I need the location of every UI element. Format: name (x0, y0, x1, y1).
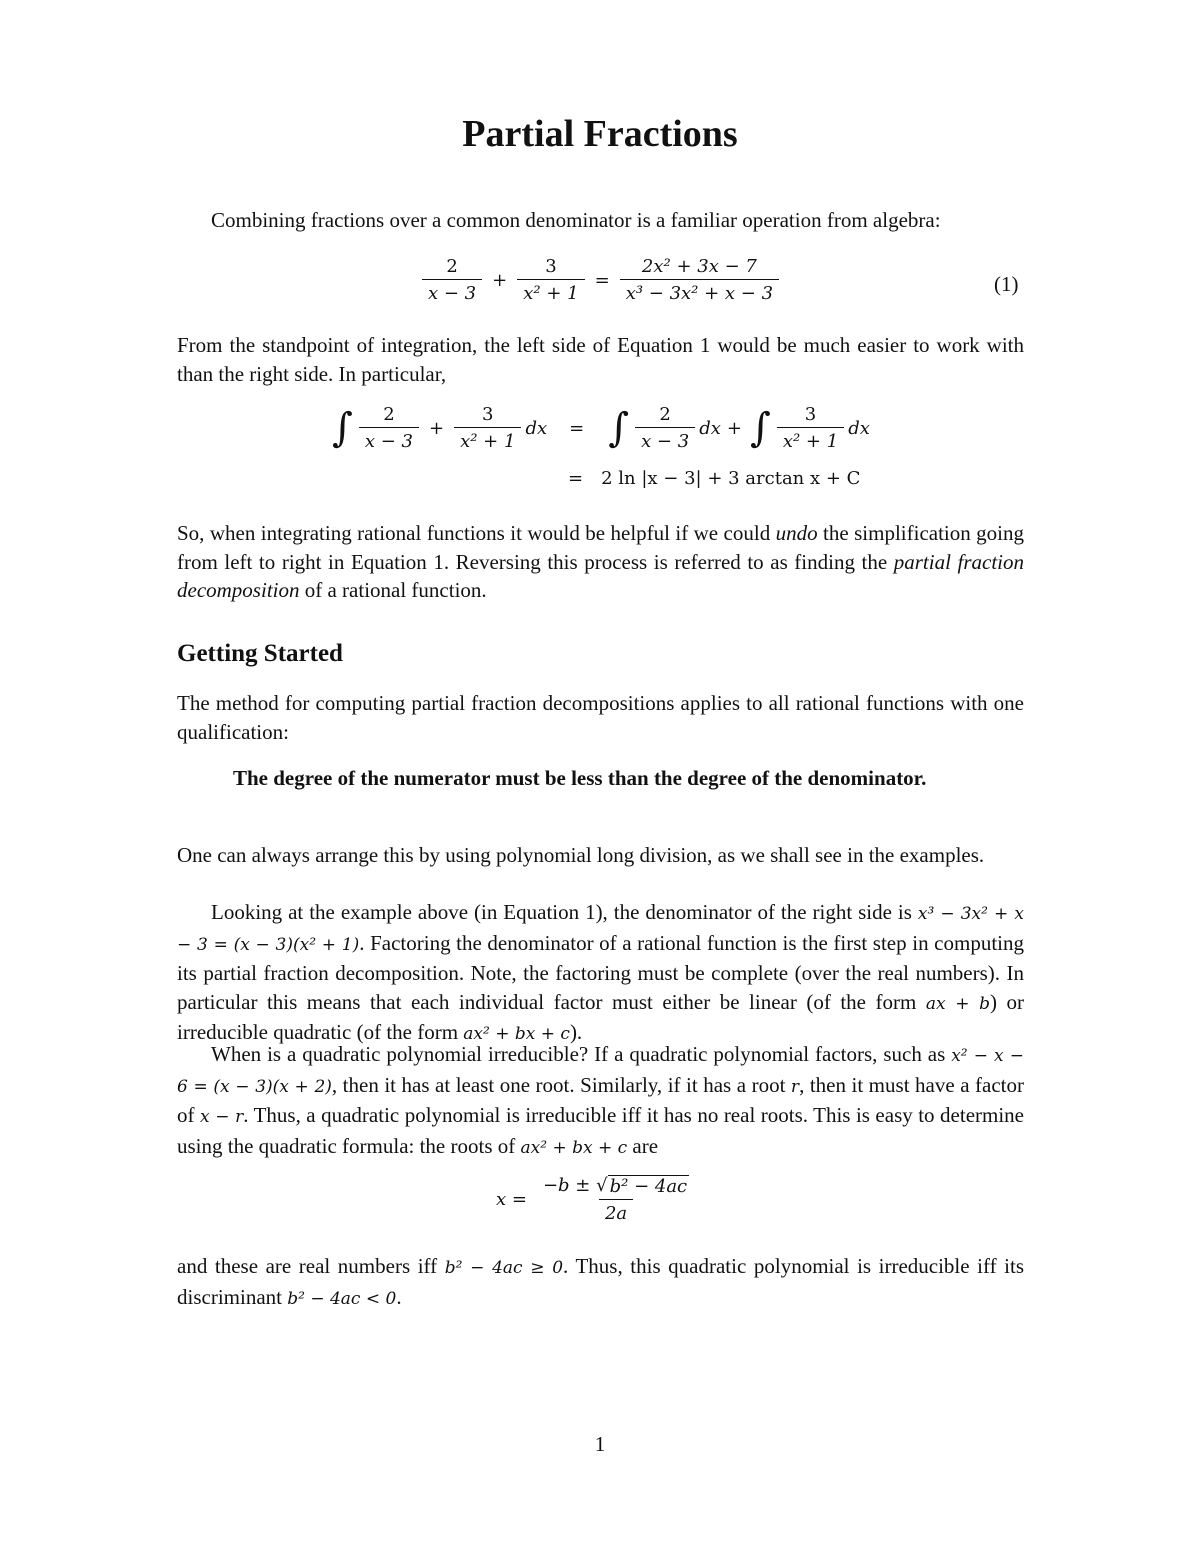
paragraph-irreducible (177, 1040, 1024, 1162)
sqrt-symbol: √ (596, 1175, 608, 1196)
eq1-f1-denominator: x − 3 (422, 279, 482, 304)
section-heading: Getting Started (177, 640, 343, 667)
qf-lhs: x = (496, 1189, 527, 1210)
paragraph-method: The method for computing partial fraction decompositions applies to all rational functions with one qualification: (177, 691, 1024, 744)
eq2-dx-1: dx (525, 417, 548, 439)
eq2-dx-2: dx (699, 417, 721, 439)
para3-text-a: So, when integrating rational functions it would be helpful if we could (177, 521, 776, 545)
para3-text-c: of a rational function. (299, 578, 487, 602)
para6-text-b: . Factoring the denominator of a rational function is the first step in computing its partial fraction decomposition. Note, the factoring must be complete (over the real numbers). In particular this means that each individual factor must either be linear (of the form (177, 930, 1024, 1014)
para7-math-1: x² − x − 6 = (x − 3)(x + 2) (177, 1046, 1024, 1097)
eq1-f3-denominator: x³ − 3x² + x − 3 (620, 279, 779, 304)
para6-text-c: ) or irreducible quadratic (of the form (177, 989, 1024, 1044)
paragraph-factoring (177, 898, 1024, 1049)
eq1-f2-denominator: x² + 1 (517, 279, 584, 304)
qf-numerator (537, 1175, 695, 1199)
eq2-a-denominator: x − 3 (359, 427, 419, 452)
intro-paragraph: Combining fractions over a common denominator is a familiar operation from algebra: (211, 208, 941, 232)
eq1-f3-numerator: 2x² + 3x − 7 (641, 256, 757, 277)
para8-text-b: . Thus, this quadratic polynomial is irreducible iff its discriminant (177, 1254, 1024, 1309)
eq2-a-numerator: 2 (383, 404, 395, 425)
para8-math-1: b² − 4ac ≥ 0 (444, 1258, 564, 1278)
para7-text-d: . Thus, a quadratic polynomial is irreducible iff it has no real roots. This is easy to determine using the quadratic formula: the roots of (177, 1103, 1025, 1158)
eq2-fraction-b (454, 404, 521, 452)
eq2-c-denominator: x − 3 (635, 427, 695, 452)
para7-math-3: x − r (199, 1107, 244, 1127)
para6-math-2: ax + b (925, 993, 990, 1014)
quadratic-formula (496, 1175, 699, 1224)
para7-text-b: , then it has at least one root. Similarly, if it has a root (331, 1072, 791, 1097)
eq2-d-numerator: 3 (804, 404, 817, 425)
paragraph-discriminant (177, 1252, 1024, 1313)
page-title: Partial Fractions (462, 113, 738, 155)
paragraph-integration: From the standpoint of integration, the left side of Equation 1 would be much easier to work with than the right side. In particular, (177, 333, 1024, 386)
eq2-equals-2: = (568, 468, 584, 489)
eq2-plus-1: + (428, 417, 445, 439)
eq1-plus: + (492, 269, 508, 291)
para6-text-a: Looking at the example above (in Equation 1), the denominator of the right side is (211, 900, 918, 924)
equation-2-line-1 (330, 404, 870, 452)
eq2-result: 2 ln |x − 3| + 3 arctan x + C (601, 468, 861, 489)
page-number: 1 (594, 1432, 606, 1456)
para7-math-4: ax² + bx + c (520, 1137, 628, 1158)
eq1-f2-numerator: 3 (545, 256, 557, 277)
eq2-fraction-c (635, 404, 695, 452)
eq1-fraction-3 (620, 256, 779, 304)
qf-neg-b: −b ± (542, 1175, 591, 1196)
para8-text-c: . (396, 1284, 402, 1309)
eq1-equals: = (594, 269, 610, 291)
eq2-fraction-a (359, 404, 419, 452)
qf-sqrt (596, 1175, 689, 1197)
eq2-dx-3: dx (848, 417, 870, 439)
para7-text-c: , then it must have a factor of (177, 1072, 1024, 1127)
eq1-f1-numerator: 2 (446, 256, 458, 277)
eq1-fraction-2 (517, 256, 584, 304)
para8-text-a: and these are real numbers iff (177, 1254, 445, 1278)
eq2-b-denominator: x² + 1 (454, 427, 521, 452)
para3-pfd: partial fraction decomposition (177, 549, 1024, 602)
para8-math-2: b² − 4ac < 0 (287, 1288, 397, 1309)
qf-denominator: 2a (599, 1199, 633, 1224)
integral-sign-3: ∫ (749, 405, 771, 451)
eq2-c-numerator: 2 (659, 404, 671, 425)
para3-text-b: the simplification going from left to right in Equation 1. Reversing this process is referred to as finding the (177, 521, 1025, 574)
paragraph-long-division: One can always arrange this by using polynomial long division, as we shall see in the examples. (177, 843, 985, 867)
equation-1-label: (1) (994, 272, 1019, 296)
para6-math-1: x³ − 3x² + x − 3 = (x − 3)(x² + 1) (177, 904, 1024, 955)
eq2-d-denominator: x² + 1 (777, 427, 844, 452)
para6-math-3: ax² + bx + c (463, 1024, 570, 1044)
eq2-equals: = (569, 417, 585, 439)
para7-math-2: r (790, 1076, 800, 1097)
qf-fraction (537, 1175, 695, 1224)
qf-radicand: b² − 4ac (609, 1176, 688, 1197)
para6-text-d: ). (569, 1020, 583, 1044)
equation-1 (418, 256, 783, 304)
integral-sign: ∫ (332, 405, 353, 451)
para3-undo: undo (775, 521, 818, 545)
para7-text-e: are (627, 1133, 659, 1158)
bold-rule: The degree of the numerator must be less than the degree of the denominator. (233, 766, 927, 790)
para7-text-a: When is a quadratic polynomial irreducible? If a quadratic polynomial factors, such as (211, 1042, 952, 1066)
equation-2-line-2 (562, 468, 860, 489)
paragraph-undo (177, 519, 1024, 605)
eq2-b-numerator: 3 (482, 404, 494, 425)
eq2-plus-2: + (726, 417, 742, 439)
eq1-fraction-1 (422, 256, 482, 304)
integral-sign-2: ∫ (608, 405, 630, 451)
eq2-fraction-d (777, 404, 844, 452)
